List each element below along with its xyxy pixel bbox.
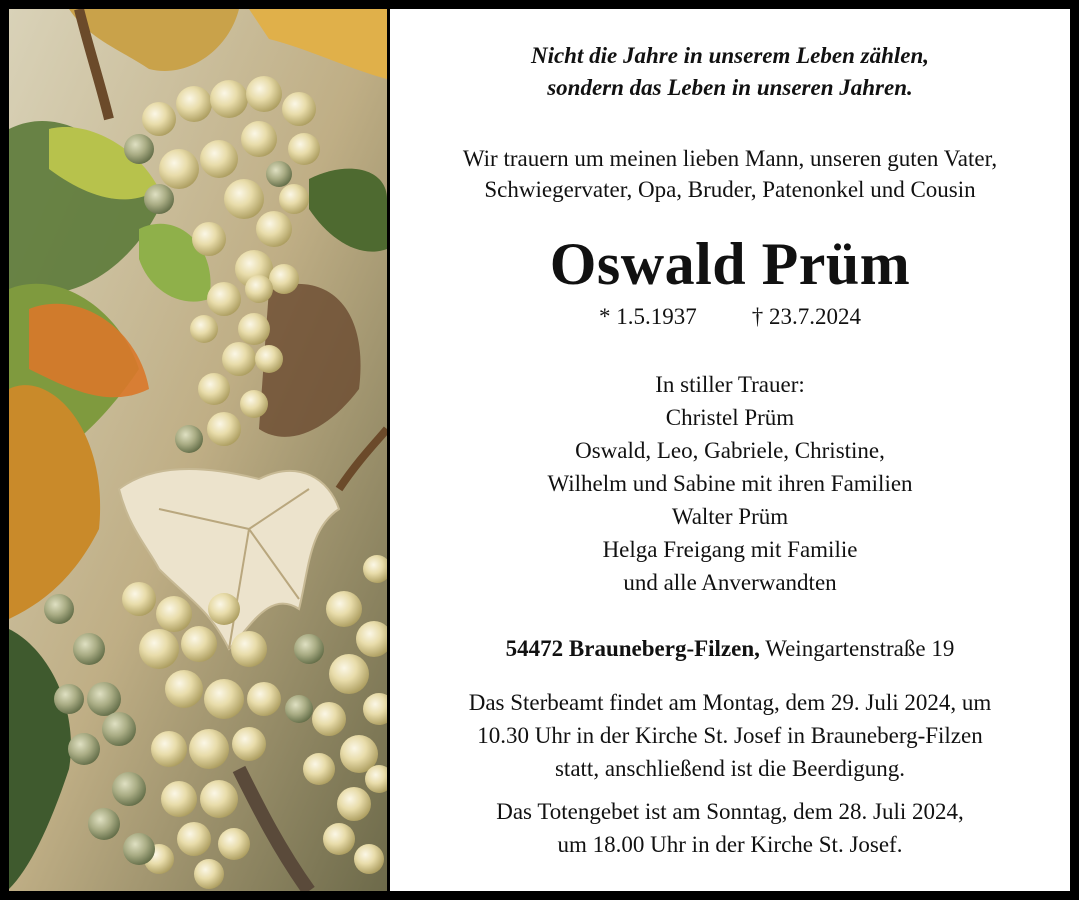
address-place: 54472 Brauneberg-Filzen,	[505, 636, 760, 661]
death-date: † 23.7.2024	[751, 304, 861, 329]
prayer-line: um 18.00 Uhr in der Kirche St. Josef.	[557, 832, 903, 857]
mourner-line: Wilhelm und Sabine mit ihren Familien	[547, 471, 913, 496]
birth-date: * 1.5.1937	[599, 304, 697, 329]
intro-line-1: Wir trauern um meinen lieben Mann, unseren guten Vater,	[462, 146, 998, 171]
prayer-line: Das Totengebet ist am Sonntag, dem 28. Juli 2024,	[496, 799, 964, 824]
mourner-line: Christel Prüm	[665, 405, 795, 430]
mourners-heading: In stiller Trauer:	[655, 372, 805, 397]
mourner-line: Helga Freigang mit Familie	[602, 537, 858, 562]
deceased-name: Oswald Prüm	[549, 231, 911, 297]
motto-line-1: Nicht die Jahre in unserem Leben zählen,	[530, 43, 930, 68]
life-dates	[390, 302, 1070, 332]
obituary-text-panel	[390, 9, 1070, 891]
intro-line-2: Schwiegervater, Opa, Bruder, Patenonkel und Cousin	[484, 177, 976, 202]
address	[390, 633, 1070, 665]
address-street: Weingartenstraße 19	[765, 636, 955, 661]
grapes-vine-photo	[9, 9, 387, 891]
funeral-line: Das Sterbeamt findet am Montag, dem 29. Juli 2024, um	[468, 690, 992, 715]
mourner-line: und alle Anverwandten	[623, 570, 837, 595]
funeral-line: statt, anschließend ist die Beerdigung.	[554, 756, 906, 781]
funeral-line: 10.30 Uhr in der Kirche St. Josef in Brauneberg-Filzen	[477, 723, 983, 748]
mourner-line: Walter Prüm	[671, 504, 789, 529]
grapes-illustration	[9, 9, 387, 891]
mourner-line: Oswald, Leo, Gabriele, Christine,	[575, 438, 885, 463]
motto-line-2: sondern das Leben in unseren Jahren.	[547, 75, 913, 100]
